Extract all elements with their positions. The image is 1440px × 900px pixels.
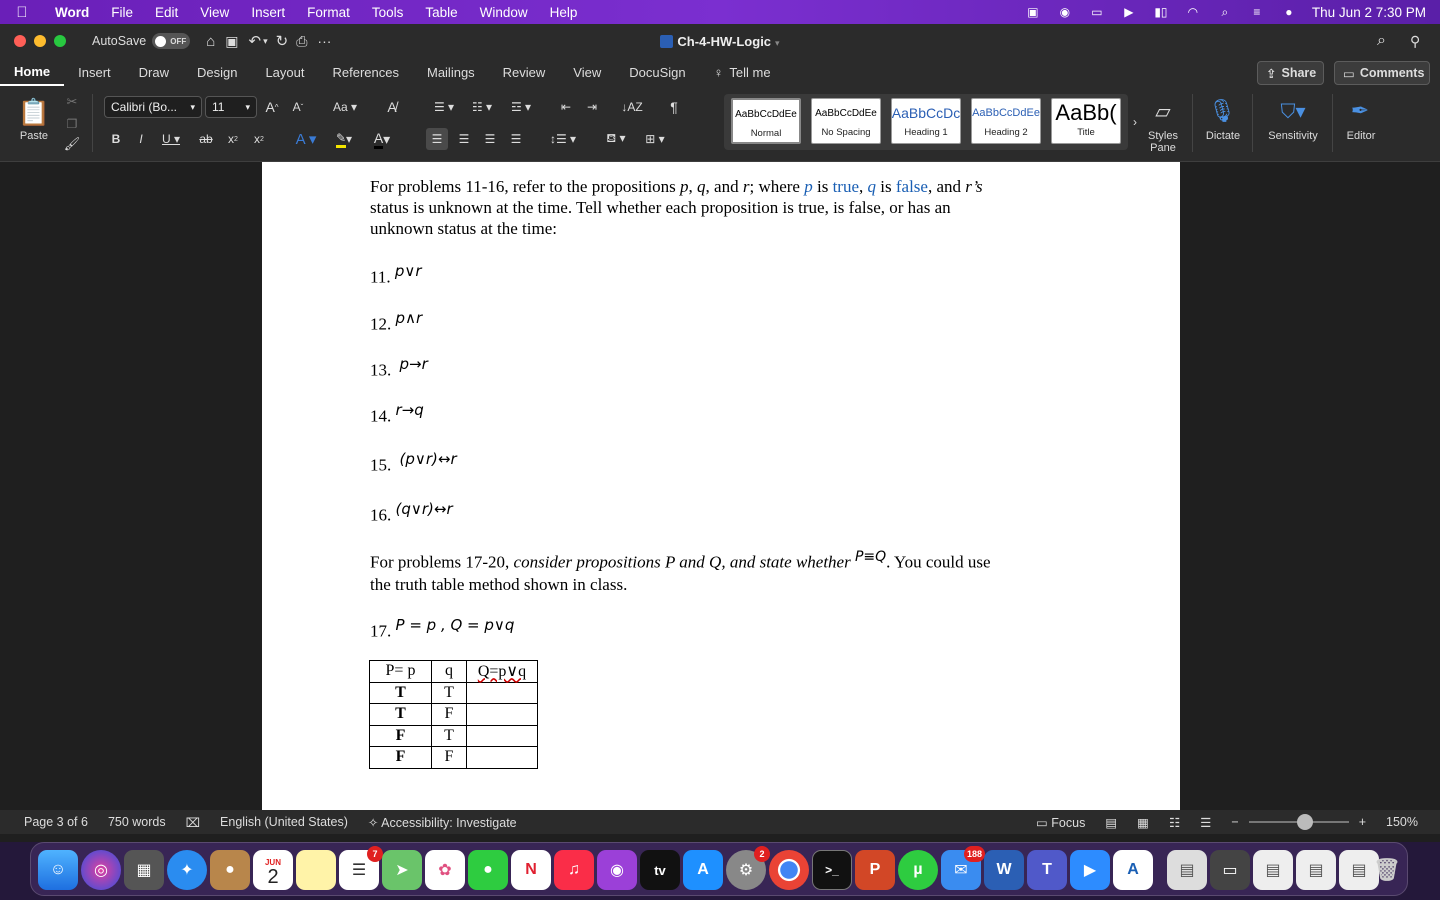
contacts-icon[interactable]: ● (210, 850, 250, 890)
strikethrough-icon[interactable]: ab (199, 132, 213, 146)
style-heading-1[interactable] (891, 98, 961, 144)
battery-icon[interactable]: ▮▯ (1154, 5, 1168, 19)
italic-icon[interactable]: I (139, 132, 143, 146)
highlight-icon[interactable]: ✎ ▾ (335, 130, 353, 146)
microphone-icon[interactable]: 🎙 (1208, 98, 1236, 123)
spotlight-icon[interactable]: ⌕ (1221, 4, 1229, 19)
calendar-day: 2 (267, 866, 279, 888)
menu-window[interactable]: Window (479, 4, 528, 20)
apple-icon[interactable] (0, 4, 44, 21)
font-name-select[interactable] (104, 96, 202, 118)
multilevel-list-icon[interactable]: ☲ ▾ (510, 100, 532, 114)
minimize-window-button[interactable] (34, 35, 46, 47)
p17-text-a: For problems 17-20, (370, 552, 514, 572)
table-row (370, 682, 538, 704)
redo-icon[interactable]: ↻ (275, 33, 289, 50)
print-layout-icon[interactable]: ▤ (1105, 815, 1118, 830)
align-center-icon[interactable]: ☰ (458, 132, 470, 146)
menu-table[interactable]: Table (425, 4, 458, 20)
focus-icon: ▭ (1035, 815, 1052, 830)
comments-button[interactable] (1334, 61, 1430, 85)
photos-icon[interactable]: ✿ (425, 850, 465, 890)
superscript-icon[interactable]: x 2 (254, 132, 264, 146)
wifi-icon[interactable]: ◠ (1187, 5, 1199, 19)
share-icon: ⇪ (1266, 66, 1277, 81)
increase-indent-icon[interactable]: ⇥ (586, 100, 598, 114)
style-name: Title (1077, 127, 1095, 138)
numbering-icon[interactable]: ☷ ▾ (471, 100, 493, 114)
outline-view-icon[interactable]: ☷ (1168, 815, 1181, 830)
system-preferences-icon[interactable]: ⚙ 2 (726, 850, 766, 890)
word-count[interactable]: 750 words (107, 815, 166, 829)
table-cell[interactable] (467, 682, 538, 704)
copy-icon[interactable]: ❐ (66, 117, 78, 131)
word-doc-icon (660, 35, 673, 48)
zoom-window-button[interactable] (54, 35, 66, 47)
autosave-state: OFF (170, 36, 187, 46)
documents-folder-icon[interactable]: ▤ (1167, 850, 1207, 890)
table-cell[interactable] (467, 725, 538, 747)
problem-number: 17. (370, 621, 392, 641)
web-layout-icon[interactable]: ▦ (1137, 815, 1149, 830)
reminders-badge: 7 (367, 846, 383, 862)
window-titlebar (0, 24, 1440, 58)
menu-app-name[interactable]: Word (55, 4, 90, 20)
ribbon-separator (1332, 94, 1333, 152)
search-icon[interactable]: ⌕ (1377, 32, 1386, 49)
table-cell[interactable]: F (432, 747, 467, 769)
paste-label[interactable]: Paste (19, 130, 49, 142)
reminders-icon[interactable]: ☰ 7 (339, 850, 379, 890)
status-bar (0, 810, 1440, 834)
align-right-icon[interactable]: ☰ (484, 132, 496, 146)
problem-15 (370, 450, 457, 476)
intro-and: , and (927, 177, 966, 196)
p17-text-c: . You could use (886, 552, 991, 572)
table-cell[interactable]: F (370, 725, 432, 747)
problem-expression: p∨r (394, 262, 422, 280)
launchpad-icon[interactable]: ▦ (124, 850, 164, 890)
var-r: r (742, 177, 750, 196)
problem-17 (370, 616, 514, 642)
app-store-icon[interactable]: A (683, 850, 723, 890)
dock (30, 842, 1408, 896)
style-preview: AaBbCcDdEe (815, 107, 877, 119)
subscript-icon[interactable]: x 2 (228, 132, 238, 146)
tab-insert[interactable]: Insert (78, 64, 111, 80)
autosave-label: AutoSave (92, 34, 147, 48)
value-true: true (832, 177, 860, 196)
table-header-row (370, 661, 538, 683)
style-name: Heading 2 (984, 127, 1028, 138)
undo-dropdown-icon[interactable]: ▾ (263, 35, 268, 46)
style-heading-2[interactable] (971, 98, 1041, 144)
text-effects-icon[interactable]: A ▾ (295, 131, 317, 148)
problem-expression: (p∨r)↔r (399, 450, 457, 468)
safari-icon[interactable]: ✦ (167, 850, 207, 890)
problem-expression: p→r (399, 355, 428, 373)
document-workspace (0, 162, 1440, 810)
ribbon-tabs (0, 58, 1440, 86)
format-painter-icon[interactable]: 🖌 (63, 136, 81, 151)
tab-draw[interactable]: Draw (138, 64, 169, 80)
proofing-icon[interactable]: ⌧ (185, 815, 201, 830)
title-chevron-icon[interactable]: ▾ (775, 37, 780, 48)
chevron-down-icon: ▾ (245, 101, 250, 112)
share-button[interactable] (1257, 61, 1324, 85)
intro-is: is (812, 177, 833, 196)
tab-design[interactable]: Design (196, 64, 238, 80)
draft-view-icon[interactable]: ☰ (1200, 815, 1212, 830)
siri-dock-icon[interactable]: ◎ (81, 850, 121, 890)
style-name: Normal (750, 128, 782, 139)
comments-label: Comments (1359, 66, 1425, 80)
zoom-in-icon[interactable]: + (1358, 815, 1367, 829)
screenshot-icon[interactable]: ▭ (1210, 850, 1250, 890)
intro-line-3: unknown status at the time: (370, 219, 557, 238)
font-size-select[interactable] (205, 96, 257, 118)
menu-help[interactable]: Help (549, 4, 578, 20)
table-cell[interactable]: F (432, 704, 467, 726)
styles-pane-icon[interactable]: ▱ (1155, 100, 1171, 123)
tab-layout[interactable]: Layout (265, 64, 305, 80)
maps-icon[interactable]: ➤ (382, 850, 422, 890)
decrease-indent-icon[interactable]: ⇤ (560, 100, 572, 114)
p17-text-b: consider propositions P and Q, and state whether (513, 552, 855, 572)
ribbon-separator (1252, 94, 1253, 152)
toggle-knob (155, 36, 166, 47)
problem-12 (370, 309, 422, 335)
language-status[interactable]: English (United States) (220, 815, 348, 829)
style-preview: AaBb( (1055, 100, 1117, 125)
table-header[interactable]: q (432, 661, 467, 683)
undo-icon[interactable]: ↶ (248, 33, 262, 50)
account-icon[interactable]: ⚲ (1410, 32, 1421, 49)
p17-expression: P≡Q (854, 549, 887, 565)
control-center-icon[interactable]: ≡ (1253, 5, 1261, 19)
share-label: Share (1281, 66, 1317, 80)
style-preview: AaBbCcDdEe (735, 108, 797, 120)
table-header[interactable]: P= p (370, 661, 432, 683)
podcasts-icon[interactable]: ◉ (597, 850, 637, 890)
tell-me[interactable] (700, 58, 785, 86)
teams-icon[interactable]: T (1027, 850, 1067, 890)
calendar-month: JUN (264, 858, 281, 867)
ai-app-icon[interactable]: A (1113, 850, 1153, 890)
editor-label[interactable]: Editor (1346, 130, 1376, 142)
align-left-icon[interactable]: ☰ (426, 128, 448, 150)
bullets-icon[interactable]: ☰ ▾ (433, 100, 455, 114)
style-preview: AaBbCcDc (892, 105, 960, 121)
menu-tools[interactable]: Tools (371, 4, 404, 20)
var-p: p (680, 177, 689, 196)
clear-formatting-icon[interactable]: A̸ (387, 99, 397, 115)
problem-expression: (q∨r)↔r (395, 500, 453, 518)
chrome-icon[interactable] (769, 850, 809, 890)
table-row (370, 725, 538, 747)
problem-number: 16. (370, 505, 392, 525)
intro-comma: , (688, 177, 698, 196)
zoom-out-icon[interactable]: − (1231, 815, 1239, 829)
traffic-lights (0, 35, 66, 47)
utorrent-icon[interactable]: µ (898, 850, 938, 890)
value-false: false (895, 177, 928, 196)
display-icon[interactable]: ▭ (1091, 5, 1103, 19)
styles-pane-label-1: Styles (1148, 130, 1178, 142)
table-cell[interactable]: T (370, 704, 432, 726)
pilcrow-icon[interactable]: ¶ (670, 99, 678, 115)
bold-icon[interactable]: B (111, 132, 121, 146)
justify-icon[interactable]: ☰ (510, 132, 522, 146)
document-thumbnail-icon[interactable]: ▤ (1253, 850, 1293, 890)
home-icon[interactable]: ⌂ (206, 32, 216, 50)
tab-home[interactable]: Home (0, 58, 64, 86)
problem-number: 11. (370, 267, 391, 287)
focus-label: Focus (1051, 815, 1086, 830)
desktop-strip (0, 834, 1440, 842)
problem-number: 12. (370, 314, 392, 334)
style-no-spacing[interactable] (811, 98, 881, 144)
tab-view[interactable]: View (573, 64, 602, 80)
font-color-icon[interactable]: A ▾ (373, 129, 391, 147)
menu-file[interactable]: File (111, 4, 134, 20)
sort-icon[interactable]: ↓AZ (621, 100, 643, 114)
mail-badge: 188 (964, 846, 985, 862)
zoom-app-icon[interactable]: ▶ (1070, 850, 1110, 890)
tab-mailings[interactable]: Mailings (426, 64, 475, 80)
var-q: q (697, 177, 706, 196)
sensitivity-label[interactable]: Sensitivity (1268, 130, 1318, 142)
menu-bar (0, 0, 1440, 24)
menu-format[interactable]: Format (307, 4, 350, 20)
camera-status-icon[interactable]: ▣ (1027, 5, 1039, 19)
style-title[interactable] (1051, 98, 1121, 144)
grow-font-icon[interactable]: A ^ (265, 99, 279, 115)
var-p-blue: p (804, 177, 813, 196)
shrink-font-icon[interactable]: A ˇ (292, 100, 304, 114)
menu-edit[interactable]: Edit (155, 4, 179, 20)
music-icon[interactable]: ♫ (554, 850, 594, 890)
table-row (370, 704, 538, 726)
zoom-slider-thumb[interactable] (1297, 814, 1313, 830)
table-cell[interactable] (467, 747, 538, 769)
powerpoint-icon[interactable]: P (855, 850, 895, 890)
style-name: No Spacing (821, 127, 871, 138)
problem-11 (370, 262, 422, 288)
lightbulb-icon: ♀ (713, 64, 724, 80)
styles-pane-label[interactable] (1140, 130, 1186, 154)
accessibility-icon: ✧ (367, 815, 382, 830)
style-name: Heading 1 (904, 127, 948, 138)
problem-expression: r→q (395, 401, 424, 419)
change-case-icon[interactable]: Aa ▾ (332, 100, 358, 114)
intro-line-2: status is unknown at the time. Tell whether each proposition is true, is false, or has an (370, 198, 951, 217)
close-window-button[interactable] (14, 35, 26, 47)
intro-where: ; where (749, 177, 805, 196)
font-name-value: Calibri (Bo... (111, 100, 178, 114)
trash-icon[interactable]: 🗑 (1373, 857, 1401, 882)
apple-tv-icon[interactable] (640, 850, 680, 890)
page-count[interactable]: Page 3 of 6 (24, 815, 88, 829)
table-cell[interactable]: T (432, 682, 467, 704)
borders-icon[interactable]: ⊞ ▾ (645, 132, 665, 146)
accessibility-status[interactable] (358, 815, 527, 830)
table-cell[interactable]: F (370, 747, 432, 769)
comment-icon: ▭ (1343, 66, 1355, 81)
intro-text: For problems 11-16, refer to the propositions (370, 177, 681, 196)
menu-view[interactable]: View (200, 4, 230, 20)
table-row (370, 747, 538, 769)
play-icon[interactable]: ▶ (1124, 5, 1134, 19)
save-icon[interactable]: ▣ (225, 32, 239, 49)
notes-icon[interactable] (296, 850, 336, 890)
chevron-down-icon: ▾ (190, 101, 195, 112)
table-cell[interactable] (467, 704, 538, 726)
document-thumbnail-icon[interactable]: ▤ (1339, 850, 1379, 890)
mail-icon[interactable]: ✉ 188 (941, 850, 981, 890)
autosave-toggle[interactable] (152, 33, 190, 49)
accessibility-label: Accessibility: Investigate (381, 815, 517, 830)
problem-number: 15. (370, 455, 392, 475)
menu-insert[interactable]: Insert (251, 4, 286, 20)
p17-text-d: the truth table method shown in class. (370, 574, 628, 594)
table-cell[interactable]: T (370, 682, 432, 704)
style-preview: AaBbCcDdEe (972, 107, 1040, 119)
intro-paragraph (370, 176, 1090, 239)
truth-table (369, 660, 538, 769)
tab-docusign[interactable]: DocuSign (629, 64, 686, 80)
document-title[interactable]: Ch-4-HW-Logic (677, 33, 772, 49)
problem-16 (370, 500, 453, 526)
zoom-slider[interactable] (1249, 821, 1349, 823)
menu-clock[interactable]: Thu Jun 2 7:30 PM (1311, 4, 1426, 20)
sensitivity-icon[interactable]: ⛉▾ (1280, 100, 1306, 123)
tab-references[interactable]: References (332, 64, 399, 80)
intro-is: is (876, 177, 896, 196)
styles-pane-label-2: Pane (1150, 142, 1176, 154)
problem-13 (370, 355, 428, 381)
word-icon[interactable]: W (984, 850, 1024, 890)
intro-comma: , (859, 177, 868, 196)
table-cell[interactable]: T (432, 725, 467, 747)
paste-icon[interactable]: 📋 (17, 96, 51, 127)
ribbon-separator (92, 94, 93, 152)
dictate-label[interactable]: Dictate (1205, 130, 1241, 142)
messages-icon[interactable]: ● (468, 850, 508, 890)
shading-icon[interactable]: ⛾ ▾ (606, 131, 626, 145)
cut-icon[interactable]: ✂ (66, 94, 78, 109)
siri-icon[interactable]: ● (1285, 5, 1293, 19)
more-options-icon[interactable]: ··· (317, 33, 332, 49)
focus-button[interactable] (1026, 815, 1095, 830)
tv-label: tv (654, 862, 666, 878)
settings-badge: 2 (754, 846, 770, 862)
line-spacing-icon[interactable]: ↕☰ ▾ (549, 132, 577, 146)
editor-icon[interactable]: ✒ (1350, 98, 1370, 123)
terminal-icon[interactable]: >_ (812, 850, 852, 890)
problem-expression: p∧r (395, 309, 423, 327)
font-size-value: 11 (212, 100, 225, 114)
document-thumbnail-icon[interactable]: ▤ (1296, 850, 1336, 890)
calendar-icon[interactable] (253, 850, 293, 890)
ribbon-separator (1192, 94, 1193, 152)
styles-next-icon[interactable]: › (1133, 115, 1137, 129)
document-title-bar (0, 34, 1440, 49)
zoom-level[interactable]: 150% (1386, 815, 1418, 829)
document-page[interactable] (262, 162, 1180, 810)
var-q-blue: q (867, 177, 877, 196)
finder-icon[interactable]: ☺ (38, 850, 78, 890)
vpn-icon[interactable]: ◉ (1059, 5, 1071, 19)
intro-and: , and (705, 177, 743, 196)
style-normal[interactable] (731, 98, 801, 144)
problem-number: 14. (370, 406, 392, 426)
tell-me-label: Tell me (729, 64, 771, 80)
print-icon[interactable]: ⎙ (296, 32, 308, 49)
ribbon-home (0, 86, 1440, 162)
problem-expression: P = p , Q = p∨q (395, 616, 515, 634)
tab-review[interactable]: Review (502, 64, 546, 80)
news-icon[interactable]: N (511, 850, 551, 890)
paragraph-17-20 (370, 546, 1090, 596)
table-header[interactable]: Q=p∨q (467, 661, 538, 683)
problem-number: 13. (370, 360, 392, 380)
underline-icon[interactable]: U ▾ (161, 132, 181, 146)
var-rs: r’s (965, 177, 983, 196)
problem-14 (370, 401, 424, 427)
